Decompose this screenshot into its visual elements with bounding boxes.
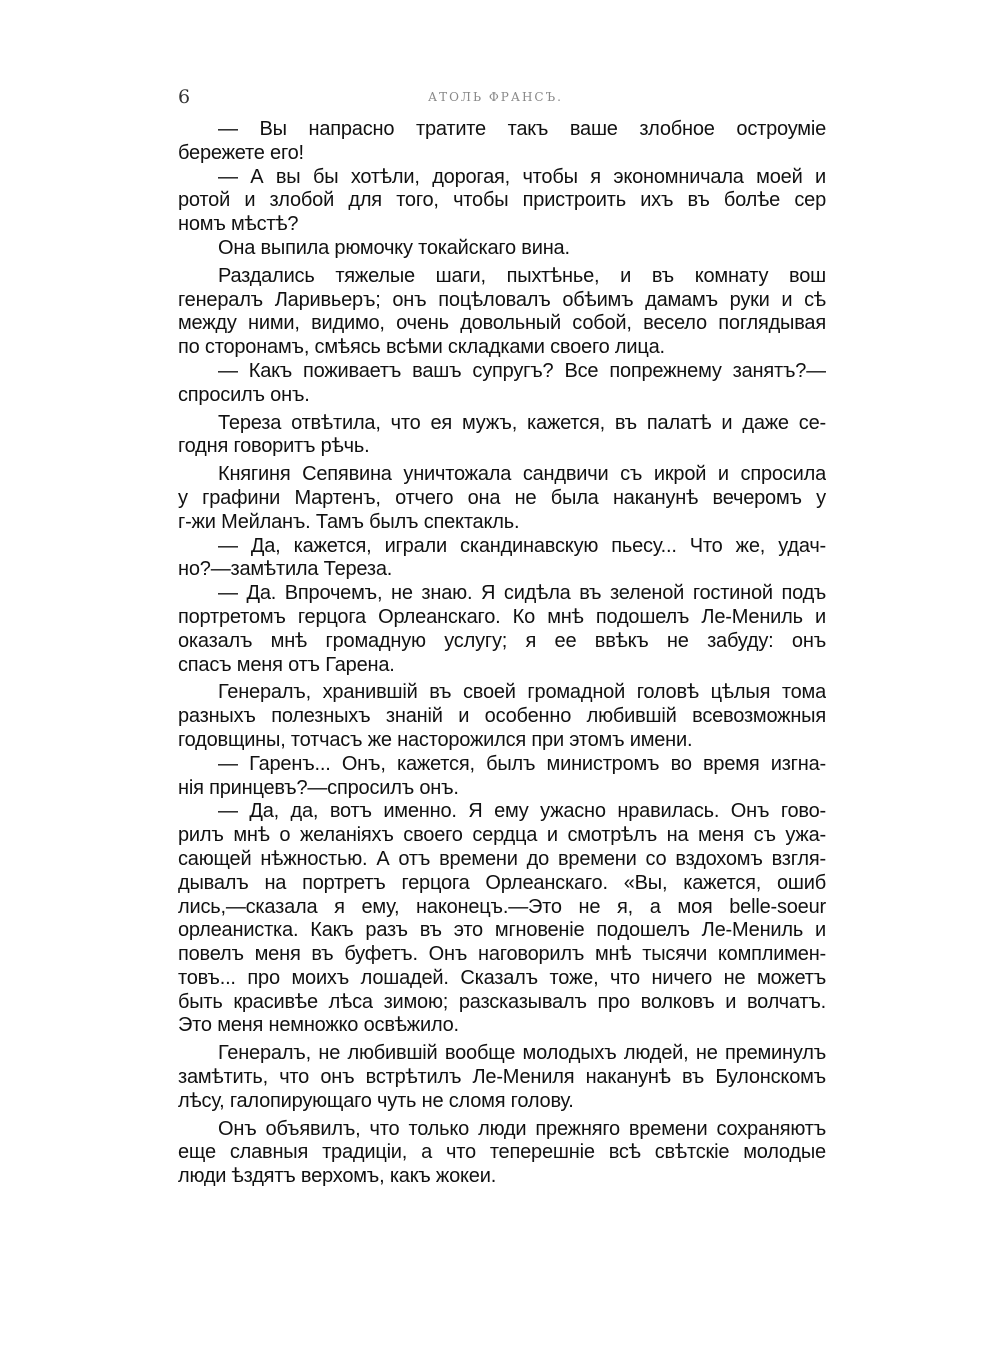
running-title: АТОЛЬ ФРАНСЪ. — [428, 90, 563, 104]
text-line: спасъ меня отъ Гарена. — [178, 653, 395, 676]
text-line: годовщины, тотчасъ же насторожился при этомъ имени. — [178, 728, 693, 751]
text-line: Генералъ, не любившій вообще молодыхъ людей, не преминулъ — [218, 1042, 826, 1065]
text-line: еще славныя традиціи, а что теперешніе всѣ свѣтскіе молодые — [178, 1141, 826, 1164]
text-line: Это меня немножко освѣжило. — [178, 1014, 459, 1037]
text-line: г-жи Мейланъ. Тамъ былъ спектакль. — [178, 510, 520, 533]
text-line: годня говоритъ рѣчь. — [178, 435, 370, 458]
page-number: 6 — [178, 86, 191, 108]
text-line: сающей нѣжностью. А отъ времени до времени со вздохомъ взгля- — [178, 847, 826, 870]
text-line: товъ... про моихъ лошадей. Сказалъ тоже, что ничего не можетъ — [178, 966, 826, 989]
text-line: портретомъ герцога Орлеанскаго. Ко мнѣ подошелъ Ле-Мениль и — [178, 605, 826, 628]
text-line: повелъ меня въ буфетъ. Онъ наговорилъ мнѣ тысячи комплимен- — [178, 943, 826, 966]
running-head — [178, 86, 828, 110]
text-line: Генералъ, хранившій въ своей громадной головѣ цѣлыя тома — [218, 681, 826, 704]
text-line: Княгиня Сепявина уничтожала сандвичи съ икрой и спросила — [218, 463, 826, 486]
text-line: Она выпила рюмочку токайскаго вина. — [218, 236, 570, 259]
text-line: ротой и злобой для того, чтобы пристроить ихъ въ болѣе сер — [178, 189, 826, 212]
text-line: орлеанистка. Какъ разъ въ это мгновеніе подошелъ Ле-Мениль и — [178, 919, 826, 942]
text-line: замѣтить, что онъ встрѣтилъ Ле-Мениля наканунѣ въ Булонскомъ — [178, 1066, 826, 1089]
text-line: — Да. Впрочемъ, не знаю. Я сидѣла въ зеленой гостиной подъ — [218, 582, 826, 605]
text-line: номъ мѣстѣ? — [178, 213, 299, 236]
text-line: рилъ мнѣ о желаніяхъ своего сердца и смотрѣлъ на меня съ ужа- — [178, 824, 826, 847]
text-line: между ними, видимо, очень довольный собой, весело поглядывая — [178, 312, 826, 335]
text-line: лись,—сказала я ему, наконецъ.—Это не я, а моя belle-soeur — [178, 895, 826, 918]
text-line: Раздались тяжелые шаги, пыхтѣнье, и въ комнату вош — [218, 264, 826, 287]
text-line: лѣсу, галопирующаго чуть не сломя голову. — [178, 1089, 574, 1112]
text-line: — Да, кажется, играли скандинавскую пьесу... Что же, удач- — [218, 534, 826, 557]
text-line: Онъ объявилъ, что только люди прежняго времени сохраняютъ — [218, 1117, 826, 1140]
text-line: у графини Мартенъ, отчего она не была наканунѣ вечеромъ у — [178, 486, 826, 509]
text-line: нія принцевъ?—спросилъ онъ. — [178, 776, 459, 799]
text-line: — Да, да, вотъ именно. Я ему ужасно нравилась. Онъ гово- — [218, 800, 826, 823]
text-line: — Вы напрасно тратите такъ ваше злобное остроумie — [218, 118, 826, 140]
text-line: по сторонамъ, смѣясь всѣми складками своего лица. — [178, 336, 665, 359]
text-line: — Гаренъ... Онъ, кажется, былъ министромъ во время изгна- — [218, 752, 826, 775]
text-line: люди ѣздятъ верхомъ, какъ жокеи. — [178, 1165, 497, 1188]
text-line: спросилъ онъ. — [178, 383, 310, 406]
text-line: — А вы бы хотѣли, дорогая, чтобы я экономничала моей и — [218, 165, 826, 188]
text-line: но?—замѣтила Тереза. — [178, 558, 393, 581]
body-text — [178, 118, 826, 1189]
text-line: быть красивѣе лѣса зимою; разсказывалъ про волковъ и волчатъ. — [178, 990, 826, 1013]
text-line: дывалъ на портретъ герцога Орлеанскаго. «Вы, кажется, ошиб — [178, 871, 826, 894]
text-line: оказалъ мнѣ громадную услугу; я ее ввѣкъ не забуду: онъ — [178, 629, 826, 652]
text-line: разныхъ полезныхъ знаній и особенно любившій всевозможныя — [178, 705, 826, 728]
text-line: — Какъ поживаетъ вашъ супругъ? Все попрежнему занятъ?— — [218, 359, 826, 382]
text-line: бережете его! — [178, 141, 304, 164]
text-line: генералъ Ларивьеръ; онъ поцѣловалъ обѣимъ дамамъ руки и сѣ — [178, 288, 826, 311]
text-line: Тереза отвѣтила, что ея мужъ, кажется, въ палатѣ и даже се- — [218, 411, 826, 434]
